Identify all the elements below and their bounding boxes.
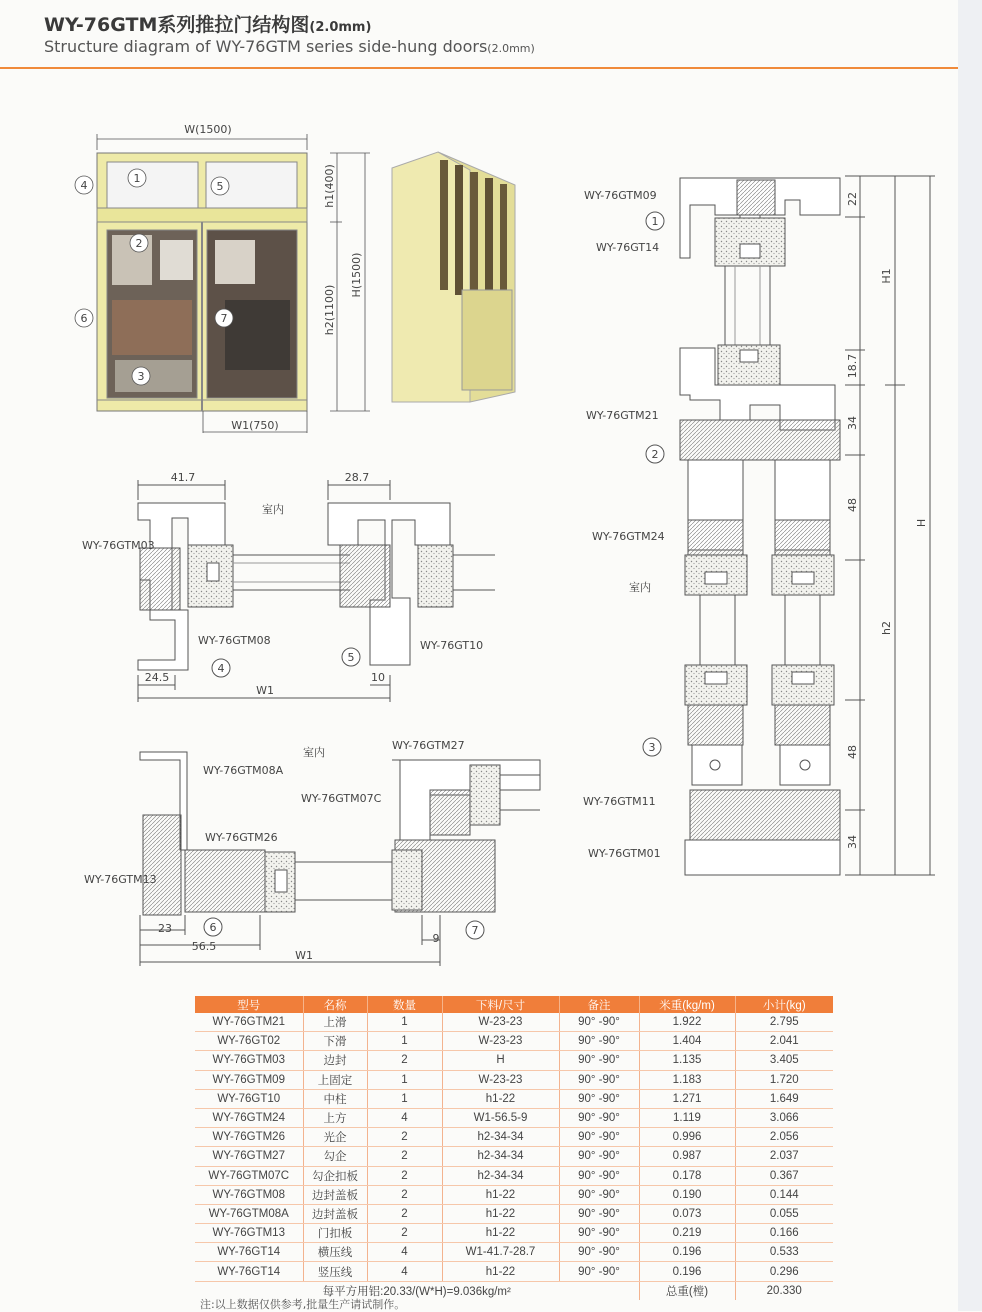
table-header-cell: 备注 [559,996,639,1013]
total-weight-label: 总重(樘) [639,1281,735,1300]
table-cell: 边封盖板 [303,1204,367,1223]
table-cell: 0.178 [639,1166,735,1185]
table-cell: 3.405 [735,1051,833,1070]
table-cell: H [442,1051,559,1070]
table-cell: 2 [367,1224,442,1243]
table-cell: 1.922 [639,1013,735,1032]
vertical-marker-1: 1 [651,215,659,228]
dim-18-7: 18.7 [846,353,859,379]
dim-48-bottom: 48 [846,745,859,759]
label-wy-76gtm08a: WY-76GTM08A [203,764,284,777]
marker-6: 6 [80,312,88,325]
table-cell: h2-34-34 [442,1128,559,1147]
dim-24-5: 24.5 [144,671,170,684]
table-cell: 90° -90° [559,1070,639,1089]
dim-h1: h1(400) [323,164,336,208]
table-cell: 边封 [303,1051,367,1070]
dim-56-5: 56.5 [191,940,217,953]
table-row [195,1013,833,1032]
table-cell: 上滑 [303,1013,367,1032]
table-cell: 1.135 [639,1051,735,1070]
table-cell: 1 [367,1032,442,1051]
table-cell: h1-22 [442,1204,559,1223]
table-cell: 0.219 [639,1224,735,1243]
table-cell: 0.073 [639,1204,735,1223]
table-cell: W1-41.7-28.7 [442,1243,559,1262]
table-cell: 勾企扣板 [303,1166,367,1185]
table-cell: 4 [367,1262,442,1281]
table-cell: 90° -90° [559,1128,639,1147]
label-wy-76gt14: WY-76GT14 [596,241,660,254]
table-cell: WY-76GTM08 [195,1185,303,1204]
table-cell: 竖压线 [303,1262,367,1281]
profile-3d-view [392,152,515,402]
table-cell: h1-22 [442,1224,559,1243]
marker-7: 7 [220,312,228,325]
table-row [195,1166,833,1185]
table-cell: 90° -90° [559,1147,639,1166]
label-wy-76gtm11: WY-76GTM11 [583,795,656,808]
page-subtitle: Structure diagram of WY-76GTM series side-hung doors(2.0mm) [44,37,535,56]
table-row [195,1128,833,1147]
table-body [195,1013,833,1300]
dim-28-7: 28.7 [344,471,370,484]
table-cell: W1-56.5-9 [442,1108,559,1127]
table-cell: W-23-23 [442,1013,559,1032]
section-marker-7: 7 [471,924,479,937]
table-cell: 90° -90° [559,1108,639,1127]
table-cell: WY-76GT10 [195,1089,303,1108]
table-cell: WY-76GT02 [195,1032,303,1051]
table-cell: 边封盖板 [303,1185,367,1204]
table-cell: WY-76GTM26 [195,1128,303,1147]
table-cell: 90° -90° [559,1243,639,1262]
label-wy-76gtm07c: WY-76GTM07C [301,792,382,805]
table-cell: 1.119 [639,1108,735,1127]
table-cell: WY-76GTM07C [195,1166,303,1185]
table-cell: 90° -90° [559,1185,639,1204]
table-cell: 2 [367,1166,442,1185]
label-wy-76gtm09: WY-76GTM09 [584,189,657,202]
table-cell: WY-76GTM27 [195,1147,303,1166]
dim-H: H [915,518,928,528]
table-header-cell: 名称 [303,996,367,1013]
elevation-drawing [75,123,370,433]
table-cell: 0.055 [735,1204,833,1223]
dim-w: W(1500) [184,123,232,136]
dim-9: 9 [432,932,440,945]
table-header-row [195,996,833,1013]
dim-h2: h2(1100) [323,284,336,336]
table-cell: 1.649 [735,1089,833,1108]
table-row [195,1051,833,1070]
section-6-7 [140,752,540,966]
dim-w1-b: W1 [295,949,313,962]
dim-H1: H1 [880,268,893,284]
table-cell: h2-34-34 [442,1147,559,1166]
label-wy-76gtm21: WY-76GTM21 [586,409,659,422]
table-cell: 下滑 [303,1032,367,1051]
table-header-cell: 米重(kg/m) [639,996,735,1013]
dim-41-7: 41.7 [170,471,196,484]
table-cell: 1.404 [639,1032,735,1051]
table-cell: 4 [367,1243,442,1262]
table-cell: 2 [367,1204,442,1223]
table-cell: WY-76GT14 [195,1262,303,1281]
table-cell: 2.795 [735,1013,833,1032]
page-edge [958,0,982,1311]
section-marker-5: 5 [347,651,355,664]
table-cell: 中柱 [303,1089,367,1108]
dim-48-top: 48 [846,498,859,512]
table-cell: 1 [367,1070,442,1089]
table-cell: 0.296 [735,1262,833,1281]
table-row [195,1108,833,1127]
label-wy-76gtm24: WY-76GTM24 [592,530,665,543]
dim-23: 23 [158,922,172,935]
aluminum-per-sqm: 每平方用铝:20.33/(W*H)=9.036kg/m² [195,1281,639,1300]
table-cell: WY-76GTM03 [195,1051,303,1070]
dim-34-top: 34 [846,416,859,430]
vertical-marker-3: 3 [648,741,656,754]
table-cell: 90° -90° [559,1013,639,1032]
table-cell: WY-76GT14 [195,1243,303,1262]
table-cell: h1-22 [442,1262,559,1281]
table-cell: W-23-23 [442,1070,559,1089]
footnote: 注:以上数据仅供参考,批量生产请试制作。 [200,1298,406,1311]
indoor-label-2: 室内 [303,746,325,759]
section-marker-4: 4 [217,662,225,675]
table-header-cell: 型号 [195,996,303,1013]
label-wy-76gtm08: WY-76GTM08 [198,634,271,647]
table-cell: 90° -90° [559,1051,639,1070]
table-cell: 0.196 [639,1262,735,1281]
dim-h: H(1500) [350,252,363,298]
label-wy-76gtm13: WY-76GTM13 [84,873,157,886]
marker-3: 3 [137,370,145,383]
table-cell: 0.367 [735,1166,833,1185]
table-header-cell: 下料/尺寸 [442,996,559,1013]
table-cell: 2 [367,1147,442,1166]
table-cell: 1 [367,1089,442,1108]
table-cell: 90° -90° [559,1262,639,1281]
marker-5: 5 [216,180,224,193]
dim-22: 22 [846,192,859,206]
table-cell: 90° -90° [559,1166,639,1185]
marker-4: 4 [80,179,88,192]
table-cell: 0.166 [735,1224,833,1243]
table-cell: 3.066 [735,1108,833,1127]
table-row [195,1147,833,1166]
table-cell: 0.996 [639,1128,735,1147]
table-cell: WY-76GTM21 [195,1013,303,1032]
table-cell: W-23-23 [442,1032,559,1051]
dim-w1-a: W1 [256,684,274,697]
label-wy-76gtm27: WY-76GTM27 [392,739,465,752]
label-wy-76gtm01: WY-76GTM01 [588,847,661,860]
table-row [195,1243,833,1262]
vertical-marker-2: 2 [651,448,659,461]
table-header-cell: 小计(kg) [735,996,833,1013]
dim-h2-v: h2 [880,621,893,635]
table-cell: 2 [367,1128,442,1147]
table-cell: 90° -90° [559,1204,639,1223]
table-cell: 2 [367,1185,442,1204]
section-marker-6: 6 [209,921,217,934]
table-cell: 上方 [303,1108,367,1127]
table-cell: 2.041 [735,1032,833,1051]
table-cell: 90° -90° [559,1089,639,1108]
table-cell: WY-76GTM08A [195,1204,303,1223]
table-cell: h2-34-34 [442,1166,559,1185]
table-row [195,1224,833,1243]
table-row [195,1089,833,1108]
indoor-label-3: 室内 [629,581,651,594]
table-row [195,1204,833,1223]
table-cell: 1.183 [639,1070,735,1089]
total-weight-value: 20.330 [766,1284,802,1297]
table-cell: 0.196 [639,1243,735,1262]
label-wy-76gt10: WY-76GT10 [420,639,484,652]
table-cell: WY-76GTM09 [195,1070,303,1089]
table-row [195,1070,833,1089]
table-cell: 90° -90° [559,1224,639,1243]
table-cell: 光企 [303,1128,367,1147]
marker-2: 2 [135,237,143,250]
table-header-cell: 数量 [367,996,442,1013]
table-cell: 1.271 [639,1089,735,1108]
table-cell: 门扣板 [303,1224,367,1243]
label-wy-76gtm03: WY-76GTM03 [82,539,155,552]
table-cell: 1 [367,1013,442,1032]
table-cell: 0.987 [639,1147,735,1166]
table-cell: h1-22 [442,1089,559,1108]
table-cell: 90° -90° [559,1032,639,1051]
table-row [195,1185,833,1204]
table-row [195,1032,833,1051]
table-cell: WY-76GTM13 [195,1224,303,1243]
table-cell: 勾企 [303,1147,367,1166]
table-cell: 上固定 [303,1070,367,1089]
label-wy-76gtm26: WY-76GTM26 [205,831,278,844]
table-cell: 0.190 [639,1185,735,1204]
table-cell: 0.533 [735,1243,833,1262]
marker-1: 1 [133,172,141,185]
section-4-5 [138,480,495,702]
table-cell: 0.144 [735,1185,833,1204]
dim-10: 10 [371,671,385,684]
table-cell: 2.056 [735,1128,833,1147]
table-cell: 2 [367,1051,442,1070]
page-title: WY-76GTM系列推拉门结构图(2.0mm) [44,14,372,36]
table-row [195,1262,833,1281]
table-cell: 2.037 [735,1147,833,1166]
table-cell: 横压线 [303,1243,367,1262]
table-cell: 1.720 [735,1070,833,1089]
dim-w1: W1(750) [231,419,279,432]
table-cell: WY-76GTM24 [195,1108,303,1127]
indoor-label-1: 室内 [262,503,284,516]
table-cell: h1-22 [442,1185,559,1204]
table-cell: 4 [367,1108,442,1127]
dim-34-bottom: 34 [846,835,859,849]
spec-table [195,996,833,1300]
